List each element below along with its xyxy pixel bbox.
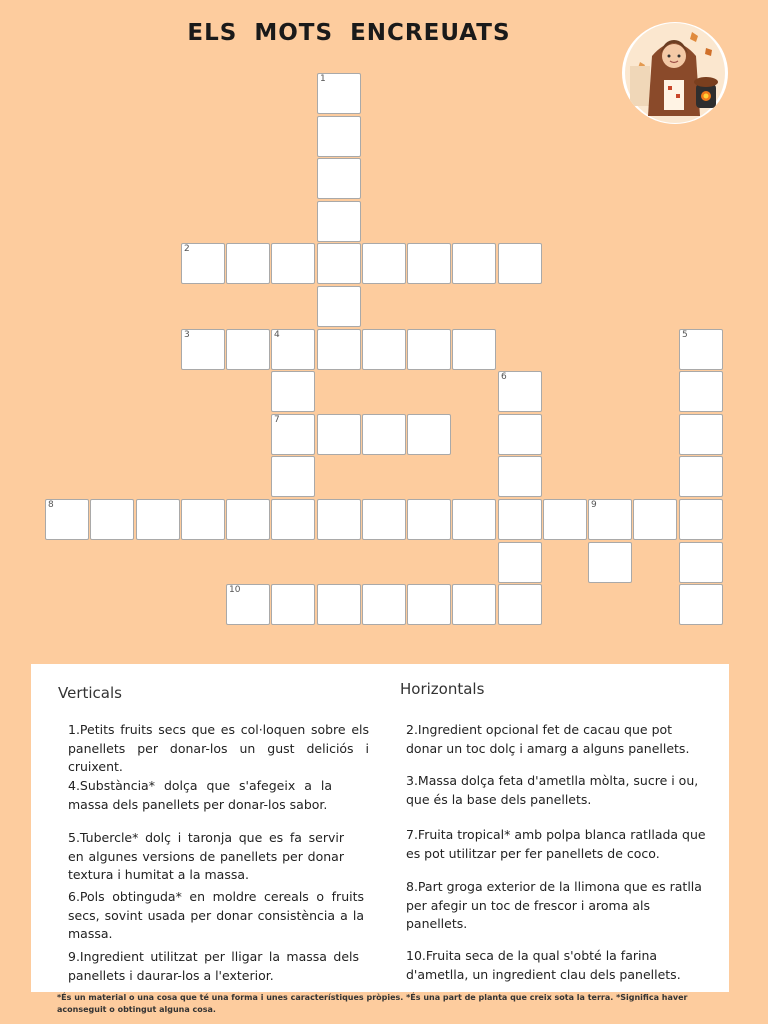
grid-cell[interactable]: [271, 499, 315, 540]
grid-cell[interactable]: [271, 243, 315, 284]
grid-cell[interactable]: [90, 499, 134, 540]
grid-cell[interactable]: [679, 371, 723, 412]
grid-cell[interactable]: [226, 243, 270, 284]
grid-cell[interactable]: [362, 243, 406, 284]
grid-cell[interactable]: [407, 329, 451, 370]
grid-cell[interactable]: [407, 499, 451, 540]
grid-cell[interactable]: [679, 584, 723, 625]
grid-cell[interactable]: [362, 414, 406, 455]
vertical-clue-5: 5.Tubercle* dolç i taronja que es fa servir en algunes versions de panellets per donar textura i humitat a la massa.: [68, 830, 344, 882]
horizontals-heading: Horizontals: [400, 680, 485, 698]
grid-cell[interactable]: [498, 456, 542, 497]
horizontal-clue-7: 7.Fruita tropical* amb polpa blanca ratllada que es pot utilitzar per fer panellets de coco.: [406, 827, 706, 861]
grid-cell[interactable]: [362, 584, 406, 625]
grid-cell[interactable]: [452, 243, 496, 284]
grid-cell[interactable]: [317, 329, 361, 370]
grid-cell[interactable]: [317, 201, 361, 242]
grid-cell[interactable]: [226, 329, 270, 370]
vertical-clue-6: 6.Pols obtinguda* en moldre cereals o fruits secs, sovint usada per donar consistència a la massa.: [68, 889, 364, 941]
horizontal-clue-10: 10.Fruita seca de la qual s'obté la farina d'ametlla, un ingredient clau dels panellets.: [406, 948, 681, 982]
grid-cell[interactable]: [452, 499, 496, 540]
grid-cell[interactable]: [317, 584, 361, 625]
grid-cell[interactable]: [362, 499, 406, 540]
grid-cell[interactable]: [498, 584, 542, 625]
vertical-clue-9: 9.Ingredient utilitzat per lligar la massa dels panellets i daurar-los a l'exterior.: [68, 949, 359, 983]
grid-cell[interactable]: [498, 414, 542, 455]
clue-number: 5: [682, 330, 688, 340]
grid-cell[interactable]: [271, 456, 315, 497]
grid-cell[interactable]: [317, 116, 361, 157]
grid-cell[interactable]: [226, 499, 270, 540]
grid-cell[interactable]: [633, 499, 677, 540]
clue-number: 9: [591, 500, 597, 510]
verticals-heading: Verticals: [58, 684, 122, 702]
clue-number: 6: [501, 372, 507, 382]
grid-cell[interactable]: [452, 329, 496, 370]
grid-cell[interactable]: [679, 499, 723, 540]
grid-cell[interactable]: [498, 542, 542, 583]
grid-cell[interactable]: [543, 499, 587, 540]
clue-number: 10: [229, 585, 241, 595]
grid-cell[interactable]: [181, 499, 225, 540]
clue-number: 4: [274, 330, 280, 340]
clue-number: 1: [320, 74, 326, 84]
footnote: *És un material o una cosa que té una forma i unes característiques pròpies. *És una part de planta que creix sota la terra. *Significa haver aconseguit o obtingut alguna cosa.: [57, 993, 688, 1014]
clue-number: 3: [184, 330, 190, 340]
grid-cell[interactable]: [679, 414, 723, 455]
grid-cell[interactable]: [679, 542, 723, 583]
page-title: ELS MOTS ENCREUATS: [187, 20, 511, 46]
horizontal-clue-3: 3.Massa dolça feta d'ametlla mòlta, sucre i ou, que és la base dels panellets.: [406, 773, 699, 807]
clues-panel: [31, 664, 729, 992]
grid-cell[interactable]: [271, 584, 315, 625]
horizontal-clue-2: 2.Ingredient opcional fet de cacau que pot donar un toc dolç i amarg a alguns panellets.: [406, 722, 690, 756]
clue-number: 8: [48, 500, 54, 510]
grid-cell[interactable]: [317, 286, 361, 327]
grid-cell[interactable]: [317, 414, 361, 455]
grid-cell[interactable]: [498, 499, 542, 540]
clue-number: 7: [274, 415, 280, 425]
grid-cell[interactable]: [498, 243, 542, 284]
vertical-clue-1: 1.Petits fruits secs que es col·loquen sobre els panellets per donar-los un gust deliciós i cruixent.: [68, 722, 369, 774]
grid-cell[interactable]: [317, 158, 361, 199]
grid-cell[interactable]: [679, 456, 723, 497]
grid-cell[interactable]: [407, 584, 451, 625]
grid-cell[interactable]: [407, 243, 451, 284]
grid-cell[interactable]: [317, 243, 361, 284]
grid-cell[interactable]: [271, 371, 315, 412]
clue-number: 2: [184, 244, 190, 254]
grid-cell[interactable]: [136, 499, 180, 540]
horizontal-clue-8: 8.Part groga exterior de la llimona que es ratlla per afegir un toc de frescor i aroma als panellets.: [406, 879, 702, 931]
grid-cell[interactable]: [407, 414, 451, 455]
grid-cell[interactable]: [588, 542, 632, 583]
grid-cell[interactable]: [452, 584, 496, 625]
grid-cell[interactable]: [362, 329, 406, 370]
vertical-clue-4: 4.Substància* dolça que s'afegeix a la massa dels panellets per donar-los sabor.: [68, 778, 332, 812]
grid-cell[interactable]: [317, 499, 361, 540]
